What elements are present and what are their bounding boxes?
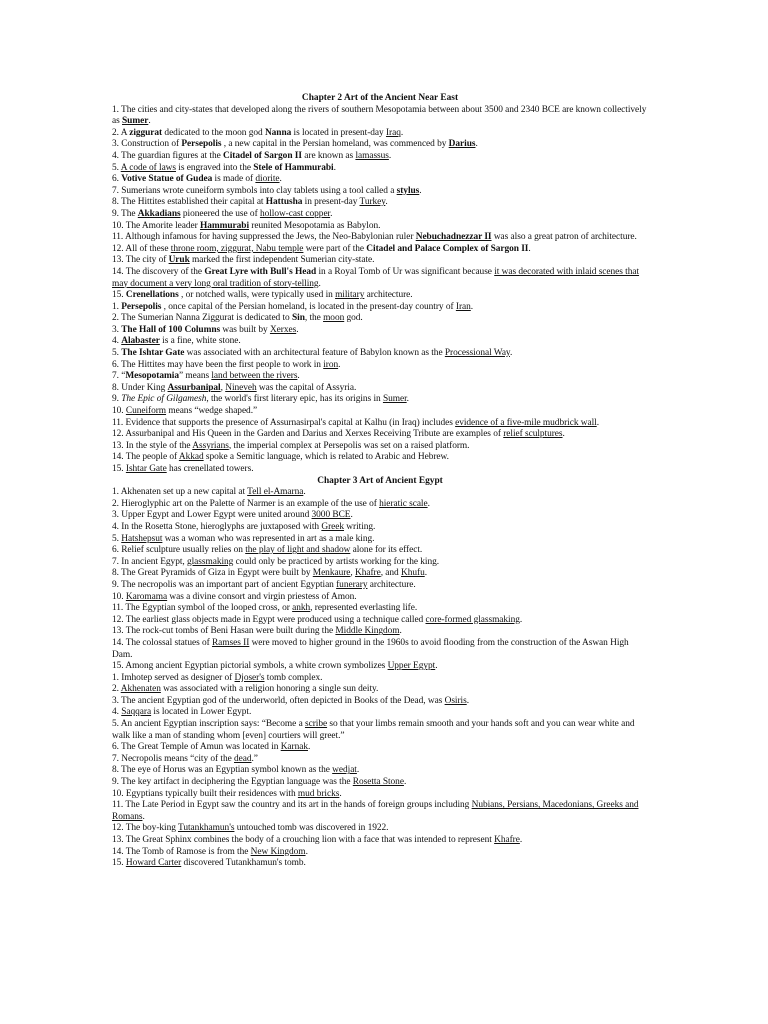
item-text-segment: . [303, 487, 306, 498]
item-text-segment: Upper Egypt [387, 661, 436, 672]
item-text-segment: Iraq [385, 127, 401, 138]
item-text-segment: 11. Evidence that supports the presence of Assurnasirpal's capital at Kalhu (in Iraq) includes [112, 417, 456, 428]
item-text-segment: . [419, 185, 422, 196]
item-text-segment: 9. The key artifact in deciphering the Egyptian language was the [112, 777, 353, 788]
item-text-segment: Saqqara [121, 707, 152, 718]
item-text-segment: 9. [112, 394, 122, 405]
list-item [112, 800, 648, 823]
list-item [112, 244, 648, 256]
item-text-segment: , [220, 382, 226, 393]
item-text-segment: ziggurat [129, 127, 163, 138]
item-text-segment: 3. Construction of [112, 139, 182, 150]
item-text-segment: 10. The Amorite leader [112, 220, 200, 231]
item-text-segment: . [400, 127, 404, 138]
item-text-segment: 1. Akhenaten set up a new capital at [112, 487, 248, 498]
item-text-segment: are known as [301, 150, 356, 161]
list-item [112, 151, 648, 163]
item-text-segment: 1. Imhotep served as designer of [112, 672, 235, 683]
chapter-2-title: Chapter 2 Art of the Ancient Near East [301, 93, 459, 103]
item-text-segment: Nineveh [225, 382, 257, 393]
item-text-segment: diorite [255, 174, 280, 185]
list-item [112, 626, 648, 638]
item-text-segment: 5. [112, 348, 122, 359]
item-text-segment: Djoser's [234, 672, 265, 683]
item-text-segment: 9. The [112, 208, 138, 219]
item-text-segment: 4. [112, 707, 122, 718]
item-text-segment: wedjat [332, 765, 357, 776]
item-text-segment: 4. The guardian figures at the [112, 150, 224, 161]
item-text-segment: 15. [112, 290, 126, 301]
list-item [112, 719, 648, 742]
chapter-3-section [112, 476, 648, 870]
list-item [112, 673, 648, 685]
item-text-segment: god. [344, 313, 363, 324]
item-text-segment: Ramses II [211, 637, 250, 648]
list-item [112, 313, 648, 325]
list-item [112, 510, 648, 522]
list-item [112, 232, 648, 244]
item-text-segment: 3000 BCE [311, 510, 351, 521]
item-text-segment: Khafre [494, 835, 520, 845]
item-text-segment: is a fine, white stone. [159, 336, 241, 347]
item-text-segment: was a woman who was represented in art as a male king. [162, 533, 375, 544]
item-text-segment: was also a great patron of architecture. [491, 232, 637, 243]
item-text-segment: 14. The colossal statues of [112, 637, 212, 648]
item-text-segment: Nanna [264, 127, 292, 138]
list-item [112, 163, 648, 175]
item-text-segment: funerary [336, 579, 368, 590]
item-text-segment: Citadel of Sargon II [223, 150, 302, 161]
item-text-segment: Hatshepsut [121, 533, 163, 544]
item-text-segment: Ishtar Gate [125, 464, 167, 474]
item-text-segment: Karnak [280, 742, 308, 753]
item-text-segment: 12. All of these [112, 243, 171, 254]
item-text-segment: 12. The boy-king [112, 823, 178, 834]
item-text-segment: 7. Necropolis means “city of the [112, 753, 235, 764]
item-text-segment: . [350, 510, 353, 521]
item-text-segment: . [330, 208, 333, 219]
list-item [112, 499, 648, 511]
list-item [112, 406, 648, 418]
item-text-segment: The Hall of 100 Columns [121, 324, 221, 335]
item-text-segment: hieratic scale [379, 498, 428, 509]
item-text-segment: has crenellated towers. [166, 464, 254, 474]
list-item [112, 545, 648, 557]
item-text-segment: Osiris [444, 695, 467, 706]
item-text-segment: . [333, 162, 336, 173]
item-text-segment: Howard Carter [125, 858, 182, 869]
list-item [112, 835, 648, 847]
item-text-segment: was associated with a religion honoring a single sun deity. [160, 684, 379, 695]
item-text-segment: Greek [321, 521, 345, 532]
list-item [112, 684, 648, 696]
list-item [112, 522, 648, 534]
item-text-segment: 5. [112, 533, 122, 544]
item-text-segment: 8. Under King [112, 382, 168, 393]
item-text-segment: . [562, 429, 565, 440]
list-item [112, 267, 648, 290]
item-text-segment: 11. Although infamous for having suppressed the Jews, the Neo-Babylonian ruler [112, 232, 416, 243]
item-text-segment: The Ishtar Gate [121, 348, 185, 359]
item-text-segment: 14. The discovery of the [112, 266, 205, 277]
item-text-segment: throne room, ziggurat, Nabu temple [170, 243, 304, 254]
chapter-3-question-list [112, 487, 648, 870]
item-text-segment: Uruk [168, 255, 190, 266]
item-text-segment: 13. The city of [112, 255, 169, 266]
item-text-segment: is engraved into the [176, 162, 254, 173]
item-text-segment: Akhenaten [120, 684, 161, 695]
item-text-segment: Processional Way [444, 348, 510, 359]
item-text-segment: . [470, 301, 474, 312]
item-text-segment: Alabaster [121, 336, 160, 347]
item-text-segment: 1. The cities and city-states that developed along the rivers of southern Mesopotamia between about 3500 and 2340 BCE are known collectively as [112, 104, 647, 127]
item-text-segment: spoke a Semitic language, which is related to Arabic and Hebrew. [203, 452, 449, 463]
item-text-segment: was built by [220, 324, 270, 335]
list-item [112, 139, 648, 151]
item-text-segment: , a new capital in the Persian homeland, was commenced by [221, 139, 449, 150]
list-item [112, 348, 648, 360]
item-text-segment: 15. [112, 858, 126, 869]
item-text-segment: could only be practiced by artists working for the king. [233, 556, 440, 567]
item-text-segment: Persepolis [181, 139, 222, 150]
chapter-3-title: Chapter 3 Art of Ancient Egypt [317, 475, 443, 486]
item-text-segment: ” means [178, 371, 212, 382]
item-text-segment: . [509, 348, 513, 359]
item-text-segment: . [424, 568, 428, 579]
item-text-segment: 12. The earliest glass objects made in Egypt were produced using a technique called [112, 614, 426, 625]
item-text-segment: 6. The Great Temple of Amun was located in [112, 742, 281, 753]
item-text-segment: 3. [112, 324, 122, 335]
item-text-segment: was the capital of Assyria. [256, 382, 357, 393]
item-text-segment: Nebuchadnezzar II [415, 232, 492, 243]
list-item [112, 754, 648, 766]
item-text-segment: tomb complex. [264, 672, 323, 683]
item-text-segment: Sumer [122, 116, 149, 127]
item-text-segment: . [307, 742, 311, 753]
item-text-segment: 2. A [112, 127, 130, 138]
item-text-segment: . [142, 811, 145, 822]
item-text-segment: means “wedge shaped.” [166, 406, 258, 417]
list-item [112, 209, 648, 221]
item-text-segment: . [338, 359, 341, 370]
item-text-segment: . [385, 197, 388, 208]
item-text-segment: Great Lyre with Bull's Head [204, 266, 317, 277]
item-text-segment: 14. The people of [112, 452, 179, 463]
item-text-segment: is made of [212, 174, 256, 185]
item-text-segment: it was decorated with inlaid scenes that may document a very long oral tradition of story-telling [112, 266, 640, 289]
item-text-segment: 2. The Sumerian Nanna Ziggurat is dedicated to [112, 313, 292, 324]
item-text-segment: .” [251, 753, 258, 764]
item-text-segment: architecture. [367, 579, 416, 590]
item-text-segment: land between the rivers [211, 371, 298, 382]
list-item [112, 290, 648, 302]
item-text-segment: hollow-cast copper [259, 208, 331, 219]
item-text-segment: 7. “ [112, 371, 126, 382]
item-text-segment: ankh [292, 603, 311, 614]
list-item [112, 325, 648, 337]
list-item [112, 858, 648, 870]
item-text-segment: core-formed glassmaking [425, 614, 520, 625]
item-text-segment: Middle Kingdom [335, 626, 400, 637]
item-text-segment: Akkad [178, 452, 204, 463]
item-text-segment: moon [323, 313, 345, 324]
item-text-segment: . [519, 835, 523, 845]
item-text-segment: 8. The Great Pyramids of Giza in Egypt were built by [112, 568, 313, 579]
item-text-segment: 11. The Late Period in Egypt saw the country and its art in the hands of foreign groups including [112, 800, 472, 811]
item-text-segment: dead [234, 753, 252, 764]
item-text-segment: Votive Statue of Gudea [121, 174, 213, 185]
list-item [112, 592, 648, 604]
item-text-segment: 6. The Hittites may have been the first people to work in [112, 359, 324, 370]
item-text-segment: 3. Upper Egypt and Lower Egypt were united around [112, 510, 312, 521]
item-text-segment: glassmaking [186, 556, 234, 567]
item-text-segment: , once capital of the Persian homeland, is located in the present-day country of [161, 301, 456, 312]
item-text-segment: Cuneiform [125, 406, 167, 417]
item-text-segment: . [406, 394, 409, 405]
item-text-segment: Assurbanipal [167, 382, 221, 393]
item-text-segment: were part of the [303, 243, 367, 254]
item-text-segment: 3. The ancient Egyptian god of the underworld, often depicted in Books of the Dead, was [112, 695, 445, 706]
item-text-segment: , and [380, 568, 401, 579]
item-text-segment: . [427, 498, 430, 509]
item-text-segment: Nubians, Persians, Macedonians, Greeks and Romans [112, 800, 639, 822]
item-text-segment: Tell el-Amarna [247, 487, 304, 498]
item-text-segment: New Kingdom [250, 846, 306, 857]
chapter-2-question-list [112, 105, 648, 476]
item-text-segment: . [399, 626, 402, 637]
list-item [112, 128, 648, 140]
item-text-segment: 15. [112, 464, 126, 474]
item-text-segment: 2. [112, 684, 121, 695]
item-text-segment: Akkadians [137, 208, 181, 219]
list-item [112, 789, 648, 801]
item-text-segment: . [403, 777, 407, 788]
item-text-segment: . [475, 139, 478, 150]
item-text-segment: , [350, 568, 355, 579]
item-text-segment: the play of light and shadow [245, 545, 351, 556]
item-text-segment: 14. The Tomb of Ramose is from the [112, 846, 251, 857]
item-text-segment: 10. Egyptians typically built their residences with [112, 788, 298, 799]
list-item [112, 105, 648, 128]
item-text-segment: so that your limbs remain smooth and your hands soft and you can wear white and walk like a man of standing whom [even] courtiers will greet.” [112, 719, 635, 741]
item-text-segment: 11. The Egyptian symbol of the looped cross, or [112, 603, 293, 614]
item-text-segment: . [388, 150, 392, 161]
list-item [112, 464, 648, 476]
item-text-segment: 6. [112, 174, 122, 185]
item-text-segment: . [596, 417, 599, 428]
item-text-segment: 15. Among ancient Egyptian pictorial symbols, a white crown symbolizes [112, 661, 388, 672]
item-text-segment: Menkaure [312, 568, 351, 579]
item-text-segment: was a divine consort and virgin priestess of Amon. [167, 591, 357, 602]
item-text-segment: 7. Sumerians wrote cuneiform symbols into clay tablets using a tool called a [112, 185, 397, 196]
item-text-segment: Khufu [401, 568, 425, 579]
list-item [112, 371, 648, 383]
item-text-segment: . [297, 371, 300, 382]
item-text-segment: 1. [112, 301, 122, 312]
list-item [112, 418, 648, 430]
list-item [112, 661, 648, 673]
item-text-segment: . [339, 788, 342, 799]
item-text-segment: 4. In the Rosetta Stone, hieroglyphs are juxtaposed with [112, 521, 322, 532]
item-text-segment: Sumer [382, 394, 407, 405]
item-text-segment: Iran [455, 301, 471, 312]
item-text-segment: 4. [112, 336, 122, 347]
item-text-segment: 13. The Great Sphinx combines the body of a crouching lion with a face that was intended to represent [112, 835, 495, 845]
item-text-segment: 8. The eye of Horus was an Egyptian symbol known as the [112, 765, 333, 776]
item-text-segment: untouched tomb was discovered in 1922. [234, 823, 389, 834]
list-item [112, 603, 648, 615]
item-text-segment: marked the first independent Sumerian city-state. [189, 255, 375, 266]
item-text-segment: Tutankhamun's [178, 823, 235, 834]
item-text-segment: writing. [344, 521, 376, 532]
item-text-segment: evidence of a five-mile mudbrick wall [455, 417, 597, 428]
list-item [112, 580, 648, 592]
list-item [112, 534, 648, 546]
item-text-segment: . [435, 661, 438, 672]
item-text-segment: . [279, 174, 282, 185]
list-item [112, 823, 648, 835]
item-text-segment: discovered Tutankhamun's tomb. [181, 858, 306, 869]
item-text-segment: dedicated to the moon god [162, 127, 265, 138]
item-text-segment: is located in Lower Egypt. [151, 707, 252, 718]
item-text-segment: Hattusha [265, 197, 303, 208]
item-text-segment: . [296, 324, 299, 335]
chapter-2-section [112, 93, 648, 476]
item-text-segment: . [356, 765, 360, 776]
list-item [112, 197, 648, 209]
item-text-segment: relief sculptures [503, 429, 563, 440]
item-text-segment: Hammurabi [199, 220, 250, 231]
item-text-segment: . [305, 846, 308, 857]
item-text-segment: were moved to higher ground in the 1960s to avoid flooding from the construction of the Aswan High Dam. [112, 637, 629, 660]
item-text-segment: Karomama [125, 591, 168, 602]
item-text-segment: alone for its effect. [350, 545, 423, 556]
item-text-segment: reunited Mesopotamia as Babylon. [249, 220, 381, 231]
list-item [112, 487, 648, 499]
list-item [112, 186, 648, 198]
item-text-segment: 10. [112, 591, 126, 602]
item-text-segment: 10. [112, 406, 126, 417]
item-text-segment: . [528, 243, 531, 254]
list-item [112, 302, 648, 314]
list-item [112, 221, 648, 233]
item-text-segment: in present-day [302, 197, 360, 208]
item-text-segment: architecture. [364, 290, 413, 301]
item-text-segment: Stele of Hammurabi [253, 162, 334, 173]
item-text-segment: 13. The rock-cut tombs of Beni Hasan were built during the [112, 626, 336, 637]
item-text-segment: , the world's first literary epic, has its origins in [206, 394, 383, 405]
item-text-segment: , the imperial complex at Persepolis was set on a raised platform. [228, 440, 470, 451]
list-item [112, 777, 648, 789]
item-text-segment: 5. [112, 162, 121, 173]
list-item [112, 707, 648, 719]
item-text-segment: Persepolis [121, 301, 162, 312]
item-text-segment: in a Royal Tomb of Ur was significant because [316, 266, 495, 277]
item-text-segment: . [466, 695, 469, 706]
item-text-segment: military [335, 290, 365, 301]
item-text-segment: 12. Assurbanipal and His Queen in the Garden and Darius and Xerxes Receiving Tribute are examples of [112, 429, 504, 440]
item-text-segment: 2. Hieroglyphic art on the Palette of Narmer is an example of the use of [112, 498, 380, 509]
item-text-segment: Rosetta Stone [352, 777, 404, 788]
item-text-segment: . [318, 278, 321, 289]
item-text-segment: Turkey [359, 197, 386, 208]
item-text-segment: The Epic of Gilgamesh [121, 394, 207, 405]
list-item [112, 568, 648, 580]
item-text-segment: Xerxes [269, 324, 297, 335]
item-text-segment: 5. An ancient Egyptian inscription says: “Become a [112, 719, 305, 730]
item-text-segment: . [519, 614, 523, 625]
list-item [112, 638, 648, 661]
item-text-segment: iron [323, 359, 339, 370]
item-text-segment: stylus [396, 185, 420, 196]
list-item [112, 429, 648, 441]
item-text-segment: Crenellations [125, 290, 179, 301]
list-item [112, 383, 648, 395]
list-item [112, 765, 648, 777]
item-text-segment: A code of laws [120, 162, 176, 173]
list-item [112, 847, 648, 859]
list-item [112, 452, 648, 464]
item-text-segment: is located in present-day [291, 127, 386, 138]
list-item [112, 696, 648, 708]
item-text-segment: Citadel and Palace Complex of Sargon II [366, 243, 529, 254]
item-text-segment: 13. In the style of the [112, 440, 193, 451]
item-text-segment: Assyrians [192, 440, 229, 451]
item-text-segment: , represented everlasting life. [310, 603, 418, 614]
item-text-segment: lamassus [355, 150, 389, 161]
list-item [112, 360, 648, 372]
list-item [112, 394, 648, 406]
item-text-segment: . [148, 116, 151, 127]
list-item [112, 255, 648, 267]
item-text-segment: mud bricks [297, 788, 340, 799]
list-item [112, 557, 648, 569]
item-text-segment: 8. The Hittites established their capital at [112, 197, 266, 208]
list-item [112, 174, 648, 186]
item-text-segment: Khafre [354, 568, 381, 579]
list-item [112, 615, 648, 627]
item-text-segment: , or notched walls, were typically used in [178, 290, 336, 301]
item-text-segment: was associated with an architectural feature of Babylon known as the [184, 348, 445, 359]
item-text-segment: scribe [304, 719, 328, 730]
item-text-segment: , the [304, 313, 324, 324]
list-item [112, 742, 648, 754]
item-text-segment: 6. Relief sculpture usually relies on [112, 545, 246, 556]
item-text-segment: Mesopotamia [125, 371, 179, 382]
list-item [112, 441, 648, 453]
item-text-segment: 7. In ancient Egypt, [112, 556, 187, 567]
item-text-segment: Darius [448, 139, 476, 150]
item-text-segment: pioneered the use of [180, 208, 260, 219]
list-item [112, 336, 648, 348]
item-text-segment: Sin [291, 313, 305, 324]
item-text-segment: 9. The necropolis was an important part of ancient Egyptian [112, 579, 337, 590]
